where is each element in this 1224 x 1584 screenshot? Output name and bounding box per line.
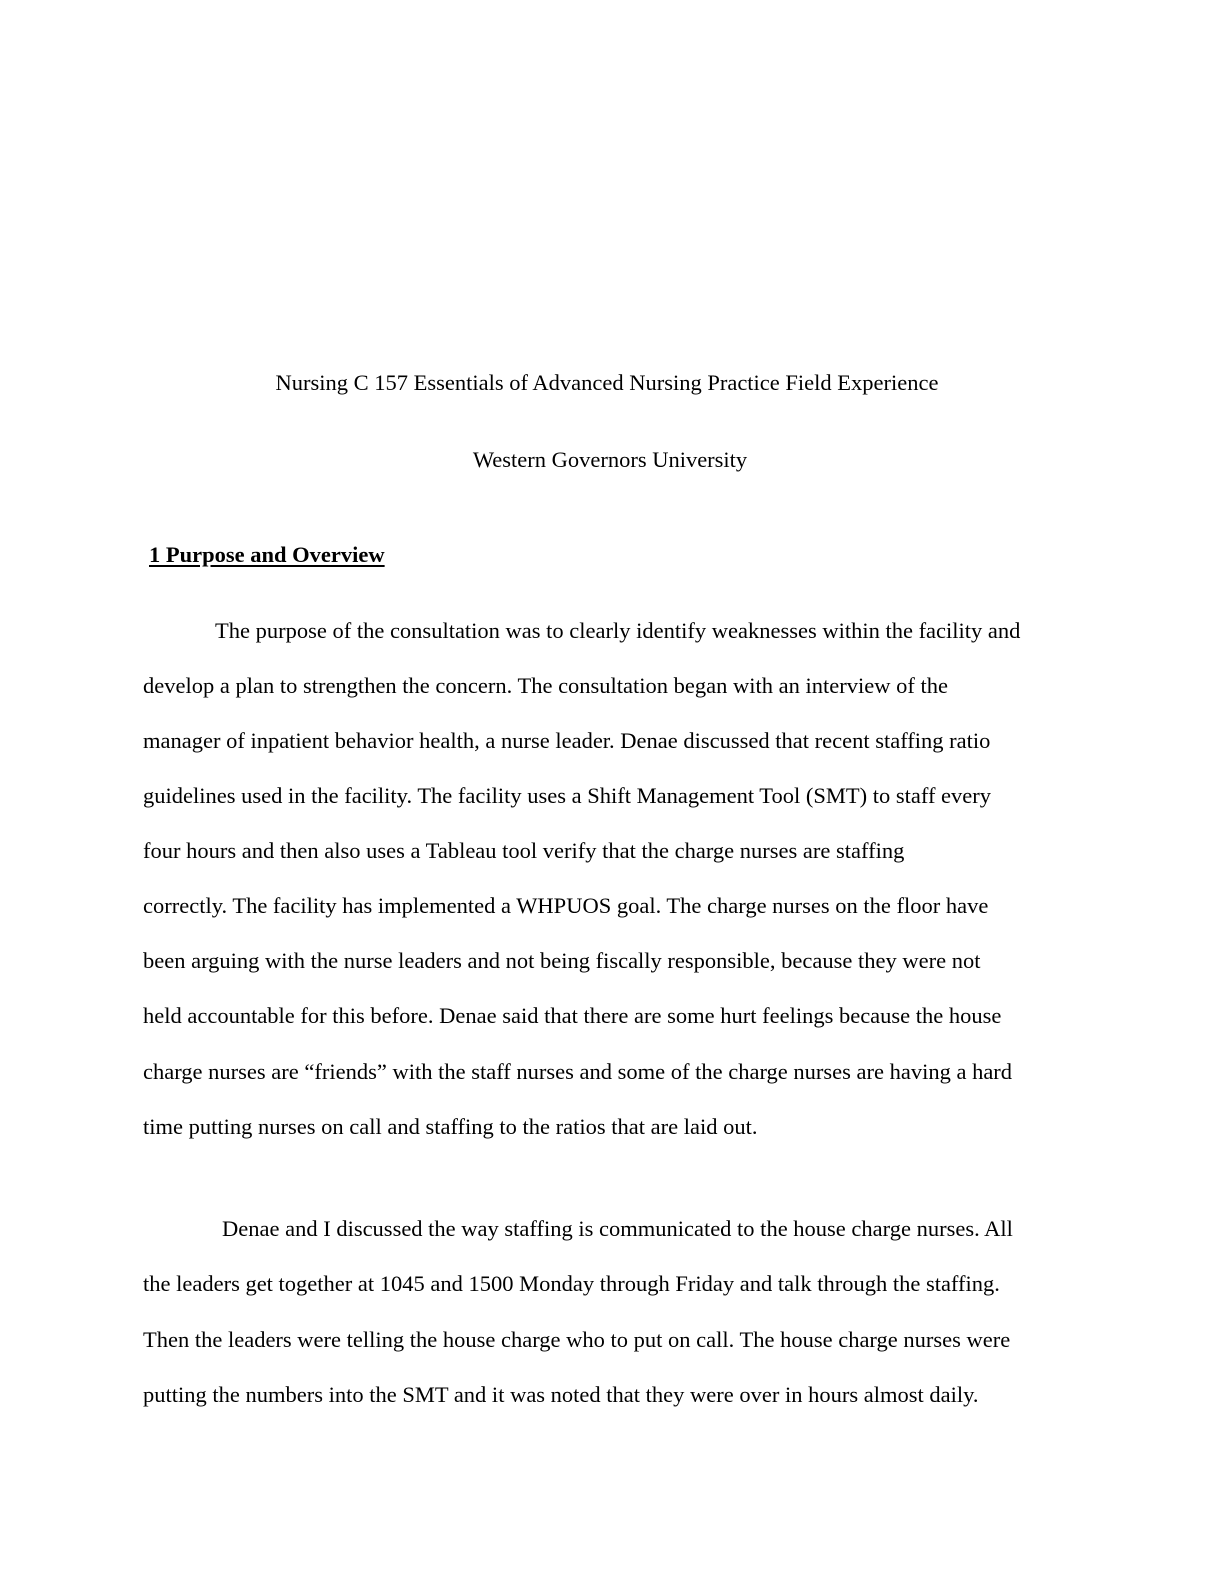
paragraph-line: manager of inpatient behavior health, a nurse leader. Denae discussed that recent staffing ratio — [143, 728, 991, 753]
section-heading: 1 Purpose and Overview — [149, 542, 385, 567]
paragraph-line: four hours and then also uses a Tableau tool verify that the charge nurses are staffing — [143, 838, 905, 863]
institution-name: Western Governors University — [472, 447, 748, 472]
paragraph-line: putting the numbers into the SMT and it was noted that they were over in hours almost daily. — [143, 1382, 979, 1407]
paragraph-line: Denae and I discussed the way staffing is communicated to the house charge nurses. All — [222, 1216, 1013, 1241]
paragraph-line: guidelines used in the facility. The facility uses a Shift Management Tool (SMT) to staff every — [143, 783, 992, 808]
paragraph-line: correctly. The facility has implemented a WHPUOS goal. The charge nurses on the floor have — [143, 893, 989, 918]
paragraph-line: charge nurses are “friends” with the staff nurses and some of the charge nurses are having a hard — [143, 1059, 1013, 1084]
paragraph-line: the leaders get together at 1045 and 1500 Monday through Friday and talk through the staffing. — [143, 1271, 1000, 1296]
paragraph-line: Then the leaders were telling the house charge who to put on call. The house charge nurses were — [143, 1327, 1011, 1352]
paragraph-line: held accountable for this before. Denae said that there are some hurt feelings because the house — [143, 1003, 1002, 1028]
document-title: Nursing C 157 Essentials of Advanced Nursing Practice Field Experience — [275, 370, 939, 395]
paragraph-line: develop a plan to strengthen the concern. The consultation began with an interview of the — [143, 673, 948, 698]
paragraph-line: time putting nurses on call and staffing to the ratios that are laid out. — [143, 1114, 758, 1139]
paragraph-line: been arguing with the nurse leaders and not being fiscally responsible, because they were not — [143, 948, 981, 973]
paragraph-line: The purpose of the consultation was to clearly identify weaknesses within the facility and — [215, 618, 1021, 643]
